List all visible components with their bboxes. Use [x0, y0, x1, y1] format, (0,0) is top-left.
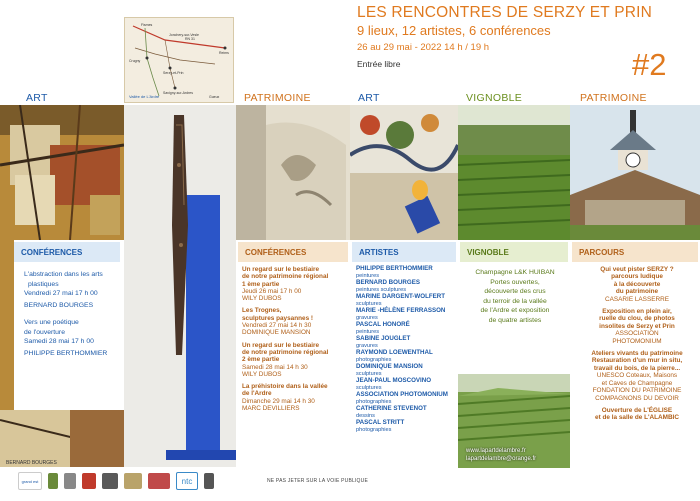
artists-list: [356, 266, 460, 434]
artist-name: ASSOCIATION PHOTOMONIUM: [356, 391, 448, 398]
artist-item: [356, 406, 460, 419]
artist-item: [356, 322, 460, 335]
artist-item: [356, 350, 460, 363]
email-link[interactable]: lapartdelambre@orange.fr: [466, 455, 537, 462]
map-label-fismes: Fismes: [141, 23, 153, 27]
artist-name: PASCAL STRITT: [356, 419, 405, 426]
artist-item: [356, 392, 460, 405]
parcours-item: Ouverture de L'ÉGLISE et de la salle de L'ALAMBIC: [595, 406, 679, 422]
conference-item: [24, 318, 122, 358]
parcours-header: PARCOURS: [572, 242, 698, 262]
conference-speaker: PHILIPPE BERTHOMMIER: [24, 349, 108, 357]
free-entry: Entrée libre: [357, 59, 401, 69]
artist-name: MARINE DARGENT-WOLFERT: [356, 293, 446, 300]
conference-item: La préhistoire dans la vallée de l'Ardre Dimanche 29 mai 14 h 30 MARC DEVILLIERS: [242, 383, 328, 413]
event-dates: 26 au 29 mai - 2022 14 h / 19 h: [357, 42, 490, 53]
map-label-jonchery: Jonchery-sur-Vesle: [169, 33, 199, 37]
unesco-logo: [48, 473, 58, 489]
conferences-left-list: [24, 270, 122, 363]
artist-name: DOMINIQUE MANSION: [356, 363, 423, 370]
parcours-item: Exposition en plein air, ruelle du clou, de photos insolites de Serzy et Prin ASSOCIATION PHOTOMONIUM: [599, 308, 675, 345]
vignoble-text: Champagne L&K HUIBAN Portes ouvertes, découverte des crus du terroir de la vallée de l'Ardre et exposition de quatre artistes: [462, 268, 568, 326]
website-link[interactable]: www.lapartdelambre.fr: [466, 448, 526, 454]
vineyard-landscape-image: [458, 374, 570, 468]
conference-date: Samedi 28 mai 17 h 00: [24, 338, 94, 345]
conferences-middle-list: [242, 266, 350, 417]
parcours-list: [576, 266, 698, 427]
artist-medium: peintures: [356, 328, 380, 335]
fondation-logo: [124, 473, 142, 489]
artist-item: [356, 364, 460, 377]
sponsor-logos: [18, 469, 214, 493]
contact-info: [466, 448, 566, 463]
map-label-vallee: Vallée de L'Ardre: [129, 94, 160, 99]
artist-item: [356, 378, 460, 391]
conference-item: Les Trognes, sculptures paysannes ! Vendredi 27 mai 14 h 30 DOMINIQUE MANSION: [242, 307, 314, 337]
conference-item: Un regard sur le bestiaire de notre patrimoine régional 2 ème partie Samedi 28 mai 14 h 30 WILY DUBOS: [242, 341, 329, 378]
artist-medium: sculptures: [356, 370, 382, 377]
artist-name: BERNARD BOURGES: [356, 279, 420, 286]
ntc-logo: ntc: [176, 472, 198, 490]
painting-signature: BERNARD BOURGES: [6, 460, 57, 466]
artist-medium: peintures sculptures: [356, 286, 407, 293]
artist-name: CATHERINE STEVENOT: [356, 405, 427, 412]
conferences-middle-header: CONFÉRENCES: [238, 242, 348, 262]
map-label-gueux: Gueux: [209, 95, 220, 99]
grand-est-logo: grand est: [18, 472, 42, 490]
vignoble-header: VIGNOBLE: [460, 242, 568, 262]
map-label-reims: Reims: [219, 51, 229, 55]
location-map: [124, 17, 234, 103]
artist-medium: sculptures: [356, 384, 382, 391]
region-logo: [82, 473, 96, 489]
conference-title-2: plastiques: [28, 280, 59, 288]
artist-medium: gravures: [356, 342, 378, 349]
column-heading-art-2: ART: [358, 92, 380, 104]
art-painting-image: [350, 105, 458, 240]
artist-medium: dessins: [356, 412, 375, 419]
artist-item: [356, 294, 460, 307]
poster-title: LES RENCONTRES DE SERZY ET PRIN: [357, 4, 653, 21]
map-label-serzy: Serzy-et-Prin: [163, 71, 184, 75]
clock-tower-image: [570, 105, 700, 240]
conferences-left-header: CONFÉRENCES: [14, 242, 120, 262]
artist-name: PHILIPPE BERTHOMMIER: [356, 265, 433, 272]
artist-name: MARIE -HÉLÈNE FERRASSON: [356, 307, 446, 314]
artist-item: [356, 420, 460, 433]
column-heading-patrimoine-1: PATRIMOINE: [244, 92, 311, 104]
carved-capital-image: [236, 105, 350, 240]
artist-item: [356, 266, 460, 279]
artist-medium: sculptures: [356, 300, 382, 307]
artist-item: [356, 336, 460, 349]
conference-item: Un regard sur le bestiaire de notre patrimoine régional 1 ème partie Jeudi 26 mai 17 h 00 WILY DUBOS: [242, 266, 329, 303]
vineyard-image: [458, 105, 570, 240]
conference-item: [24, 270, 122, 310]
artist-medium: photographies: [356, 356, 392, 363]
parcours-item: Ateliers vivants du patrimoine Restauration d'un mur in situ, travail du bois, de la pierre... UNESCO Coteaux, Maisons et Caves de Champagne FONDATION DU PATRIMOINE COMPAGNONS DU DEVOIR: [591, 350, 683, 402]
compagnons-logo: [102, 473, 118, 489]
map-label-rn31: RN 31: [185, 37, 195, 41]
artist-name: SABINE JOUGLET: [356, 335, 411, 342]
artist-medium: peintures: [356, 272, 380, 279]
artist-medium: gravures: [356, 314, 378, 321]
abstract-painting-image: [0, 105, 124, 240]
poster-subtitle: 9 lieux, 12 artistes, 6 conférences: [357, 23, 551, 38]
artist-medium: photographies: [356, 398, 392, 405]
conference-date: Vendredi 27 mai 17 h 00: [24, 290, 98, 297]
parcours-item: Qui veut pister SERZY ? parcours ludique à la découverte du patrimoine CASARIE LASSERRE: [600, 266, 674, 303]
column-heading-patrimoine-2: PATRIMOINE: [580, 92, 647, 104]
sculpture-image: [124, 105, 236, 467]
artist-item: [356, 308, 460, 321]
abstract-painting-bottom: [0, 410, 124, 467]
recycle-logo: [204, 473, 214, 489]
conference-title: Vers une poétique: [24, 319, 79, 326]
edition-number: #2: [632, 47, 667, 82]
artist-name: RAYMOND LOEWENTHAL: [356, 349, 433, 356]
map-drawing: [125, 18, 233, 102]
conference-title-2: de l'ouverture: [24, 328, 65, 336]
artist-medium: photographies: [356, 426, 392, 433]
artist-name: JEAN-PAUL MOSCOVINO: [356, 377, 432, 384]
conference-speaker: BERNARD BOURGES: [24, 301, 94, 309]
artistes-header: ARTISTES: [352, 242, 456, 262]
column-heading-art-1: ART: [26, 92, 48, 104]
artist-item: [356, 280, 460, 293]
map-label-crugny: Crugny: [129, 59, 141, 63]
artist-name: PASCAL HONORÉ: [356, 321, 410, 328]
photomonium-logo: [148, 473, 170, 489]
winery-name: Champagne L&K HUIBAN: [475, 269, 555, 276]
footer-note: NE PAS JETER SUR LA VOIE PUBLIQUE: [267, 478, 368, 484]
champagne-logo: [64, 473, 76, 489]
conference-title: L'abstraction dans les arts: [24, 271, 103, 278]
map-label-savigny: Savigny-sur-Ardres: [163, 91, 193, 95]
column-heading-vignoble: VIGNOBLE: [466, 92, 523, 104]
